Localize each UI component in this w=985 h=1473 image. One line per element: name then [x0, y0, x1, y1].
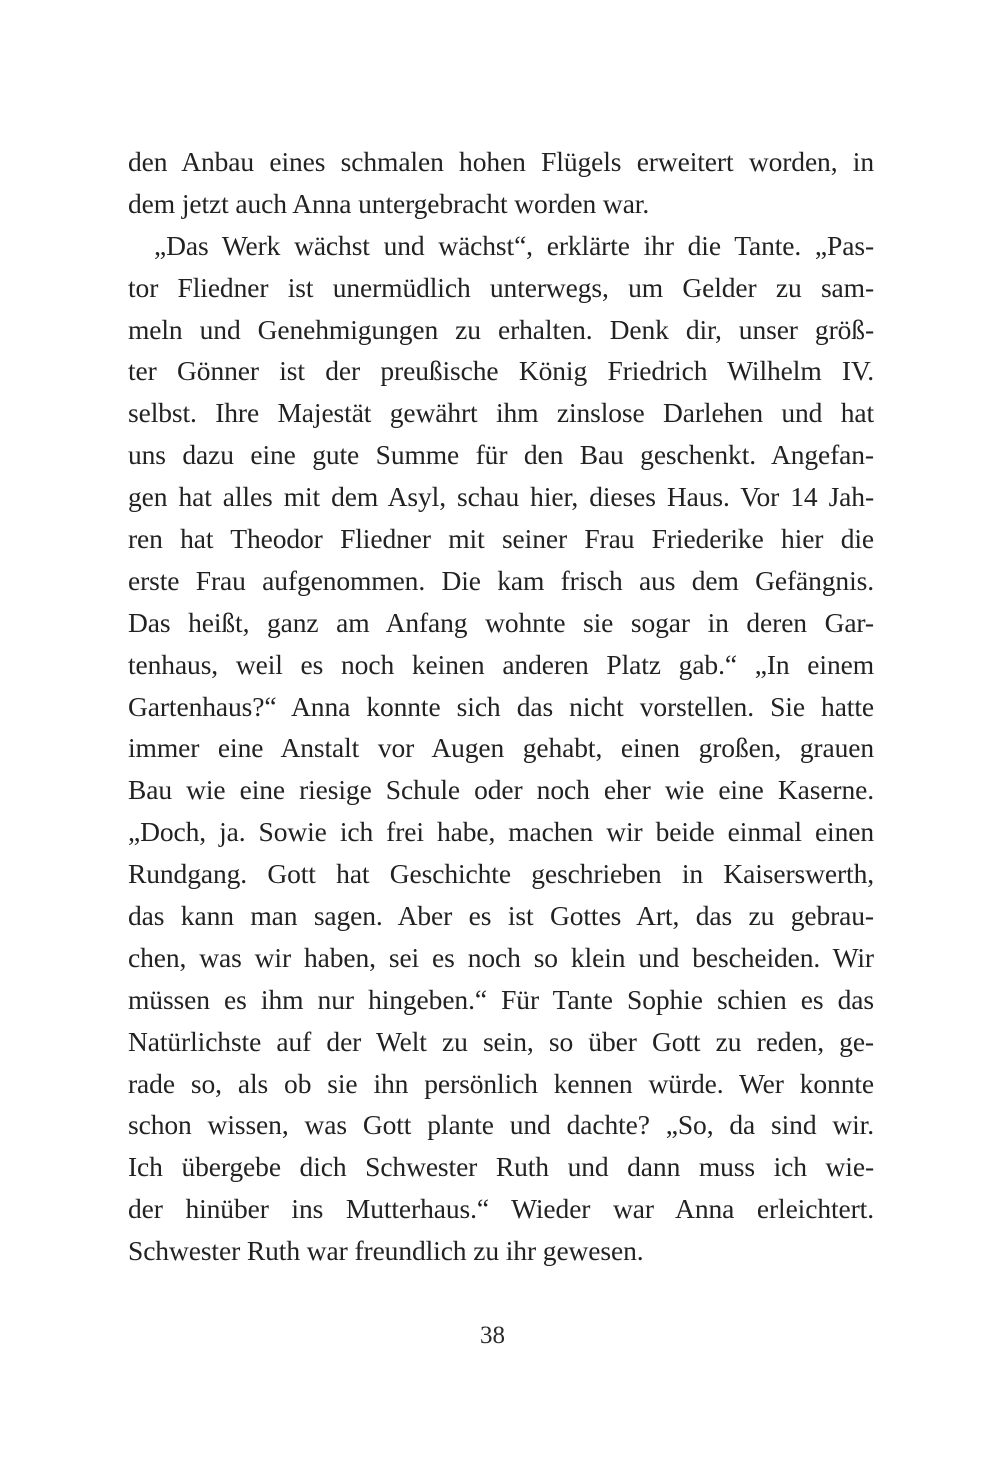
text-line: Rundgang. Gott hat Geschichte geschrieben in Kaiserswerth,	[128, 858, 874, 890]
text-line: erste Frau aufgenommen. Die kam frisch aus dem Gefängnis.	[128, 564, 874, 596]
text-line: tor Fliedner ist unermüdlich unterwegs, um Gelder zu sam-	[128, 271, 874, 303]
text-line: Ich übergebe dich Schwester Ruth und dann muss ich wie-	[128, 1151, 874, 1183]
body-text	[128, 141, 874, 1272]
text-line: chen, was wir haben, sei es noch so klein und bescheiden. Wir	[128, 941, 874, 973]
text-line: Das heißt, ganz am Anfang wohnte sie sogar in deren Gar-	[128, 606, 874, 638]
text-line: gen hat alles mit dem Asyl, schau hier, dieses Haus. Vor 14 Jah-	[128, 481, 874, 513]
text-line: Gartenhaus?“ Anna konnte sich das nicht vorstellen. Sie hatte	[128, 690, 874, 722]
text-line: selbst. Ihre Majestät gewährt ihm zinslose Darlehen und hat	[128, 397, 874, 429]
page-number: 38	[480, 1322, 505, 1349]
text-line: der hinüber ins Mutterhaus.“ Wieder war Anna erleichtert.	[128, 1193, 874, 1225]
text-line: ter Gönner ist der preußische König Friedrich Wilhelm IV.	[128, 355, 874, 387]
text-line: dem jetzt auch Anna untergebracht worden war.	[128, 187, 650, 219]
text-line: rade so, als ob sie ihn persönlich kennen würde. Wer konnte	[128, 1067, 874, 1099]
text-line: müssen es ihm nur hingeben.“ Für Tante Sophie schien es das	[128, 983, 874, 1015]
text-line: tenhaus, weil es noch keinen anderen Platz gab.“ „In einem	[128, 648, 874, 680]
text-line: uns dazu eine gute Summe für den Bau geschenkt. Angefan-	[128, 439, 874, 471]
text-line: „Das Werk wächst und wächst“, erklärte ihr die Tante. „Pas-	[154, 229, 874, 261]
text-line: Natürlichste auf der Welt zu sein, so über Gott zu reden, ge-	[128, 1025, 874, 1057]
text-line: den Anbau eines schmalen hohen Flügels erweitert worden, in	[128, 146, 874, 177]
text-line: meln und Genehmigungen zu erhalten. Denk dir, unser größ-	[128, 313, 874, 345]
text-line: schon wissen, was Gott plante und dachte? „So, da sind wir.	[128, 1109, 874, 1141]
text-line: das kann man sagen. Aber es ist Gottes Art, das zu gebrau-	[128, 900, 874, 932]
text-line: immer eine Anstalt vor Augen gehabt, einen großen, grauen	[128, 732, 874, 764]
text-line: „Doch, ja. Sowie ich frei habe, machen wir beide einmal einen	[128, 816, 874, 848]
text-line: Schwester Ruth war freundlich zu ihr gewesen.	[128, 1235, 644, 1267]
text-line: Bau wie eine riesige Schule oder noch eher wie eine Kaserne.	[128, 774, 874, 806]
text-line: ren hat Theodor Fliedner mit seiner Frau Friederike hier die	[128, 523, 874, 555]
